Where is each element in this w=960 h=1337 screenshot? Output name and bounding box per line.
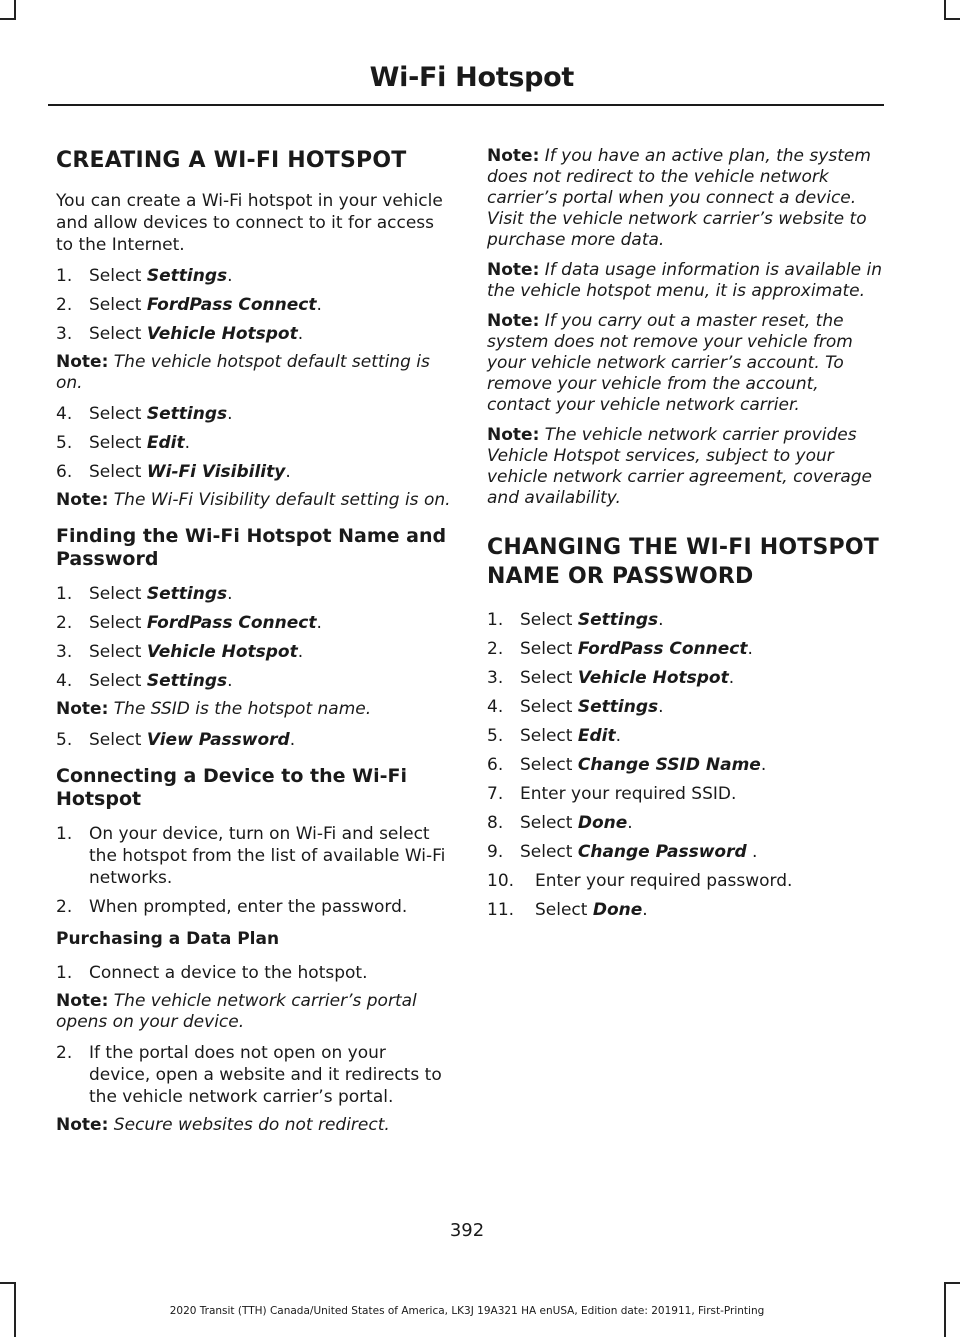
- step-text: Select Settings.: [520, 697, 664, 717]
- step-number: 8.: [487, 813, 504, 833]
- step-text: Select Wi-Fi Visibility.: [89, 462, 291, 482]
- list-item: [487, 609, 883, 631]
- note-text: If you have an active plan, the system does not redirect to the vehicle network carrier’s portal when you connect a device. Visit the vehicle network carrier’s website to purchase more data.: [487, 146, 871, 250]
- heading-changing-name-password: CHANGING THE WI-FI HOTSPOT NAME OR PASSWORD: [487, 535, 879, 589]
- step-number: 11.: [487, 900, 515, 920]
- step-text: Select Edit.: [89, 433, 191, 453]
- note-label: Note:: [56, 991, 109, 1011]
- menu-option-name: Done: [577, 813, 628, 833]
- page-number: 392: [449, 1220, 485, 1241]
- menu-option-name: Settings: [146, 266, 228, 286]
- right-column: [487, 146, 883, 928]
- note-label: Note:: [56, 699, 109, 719]
- note-text: If data usage information is available in the vehicle hotspot menu, it is approximate.: [487, 260, 883, 301]
- step-text: Select Settings.: [89, 266, 233, 286]
- step-text: Select Vehicle Hotspot.: [520, 668, 735, 688]
- step-number: 4.: [56, 404, 73, 424]
- change-steps-wide: [487, 870, 883, 921]
- note-label: Note:: [56, 490, 109, 510]
- list-item: [56, 962, 452, 984]
- connect-steps: [56, 823, 452, 918]
- step-number: 3.: [487, 668, 504, 688]
- note: [56, 352, 452, 394]
- list-item: [56, 641, 452, 663]
- menu-option-name: View Password: [146, 730, 290, 750]
- list-item: [56, 729, 452, 751]
- section-title: Wi-Fi Hotspot: [369, 62, 574, 93]
- step-text: Select Vehicle Hotspot.: [89, 642, 304, 662]
- crop-mark-top-left-h: [0, 18, 16, 20]
- heading-creating-hotspot: CREATING A WI-FI HOTSPOT: [56, 148, 407, 173]
- step-text: Enter your required SSID.: [520, 784, 737, 804]
- footer-edition-info: 2020 Transit (TTH) Canada/United States of America, LK3J 19A321 HA enUSA, Edition date: 201911, First-Printing: [169, 1305, 765, 1317]
- crop-mark-top-left: [14, 0, 16, 20]
- note-text: The SSID is the hotspot name.: [108, 699, 372, 719]
- step-number: 2.: [487, 639, 504, 659]
- list-item: [56, 896, 452, 918]
- note-label: Note:: [56, 1115, 109, 1135]
- list-item: [56, 612, 452, 634]
- crop-mark-bottom-left-h: [0, 1282, 16, 1284]
- menu-option-name: Settings: [146, 404, 228, 424]
- step-number: 9.: [487, 842, 504, 862]
- menu-option-name: Change Password: [577, 842, 747, 862]
- menu-option-name: FordPass Connect: [146, 613, 317, 633]
- note-text: The Wi-Fi Visibility default setting is on.: [108, 490, 451, 510]
- step-text: Select FordPass Connect.: [520, 639, 753, 659]
- step-text: Select Change SSID Name.: [520, 755, 767, 775]
- step-text: Select Done.: [520, 813, 633, 833]
- menu-option-name: FordPass Connect: [577, 639, 748, 659]
- create-steps-a: [56, 265, 452, 345]
- note-text: The vehicle network carrier provides Vehicle Hotspot services, subject to your vehicle network carrier agreement, coverage and availability.: [487, 425, 873, 508]
- list-item: [56, 403, 452, 425]
- list-item: [487, 812, 883, 834]
- create-steps-b: [56, 403, 452, 483]
- step-number: 10.: [487, 871, 515, 891]
- note: [56, 991, 452, 1033]
- step-number: 2.: [56, 295, 73, 315]
- step-text: Connect a device to the hotspot.: [89, 963, 368, 983]
- menu-option-name: Vehicle Hotspot: [577, 668, 729, 688]
- step-text: If the portal does not open on your device, open a website and it redirects to the vehicle network carrier’s portal.: [89, 1043, 442, 1107]
- menu-option-name: Edit: [146, 433, 185, 453]
- list-item: [487, 899, 883, 921]
- step-text: Select Vehicle Hotspot.: [89, 324, 304, 344]
- step-number: 1.: [56, 824, 73, 844]
- step-number: 3.: [56, 324, 73, 344]
- step-number: 7.: [487, 784, 504, 804]
- note: [56, 1115, 452, 1136]
- step-number: 6.: [487, 755, 504, 775]
- menu-option-name: Change SSID Name: [577, 755, 761, 775]
- menu-option-name: Done: [592, 900, 643, 920]
- menu-option-name: Settings: [577, 610, 659, 630]
- list-item: [56, 670, 452, 692]
- step-number: 5.: [56, 730, 73, 750]
- note-label: Note:: [487, 146, 540, 166]
- purchase-steps-a: [56, 962, 452, 984]
- menu-option-name: Settings: [146, 671, 228, 691]
- step-number: 5.: [56, 433, 73, 453]
- list-item: [487, 841, 883, 863]
- list-item: [487, 870, 883, 892]
- crop-mark-top-right-h: [944, 18, 960, 20]
- menu-option-name: FordPass Connect: [146, 295, 317, 315]
- step-text: Select Settings.: [89, 584, 233, 604]
- note-text: The vehicle network carrier’s portal opens on your device.: [56, 991, 417, 1032]
- step-text: Select Settings.: [89, 671, 233, 691]
- note: [487, 311, 883, 416]
- note-text: If you carry out a master reset, the system does not remove your vehicle from your vehicle network carrier’s account. To remove your vehicle from the account, contact your vehicle network carrier.: [487, 311, 853, 415]
- list-item: [56, 461, 452, 483]
- list-item: [56, 432, 452, 454]
- heading-connecting-device: Connecting a Device to the Wi-Fi Hotspot: [56, 765, 407, 810]
- crop-mark-bottom-right: [944, 1282, 946, 1337]
- step-number: 2.: [56, 1043, 73, 1063]
- step-number: 3.: [56, 642, 73, 662]
- step-number: 1.: [56, 963, 73, 983]
- list-item: [56, 583, 452, 605]
- step-number: 4.: [56, 671, 73, 691]
- intro-paragraph: You can create a Wi-Fi hotspot in your vehicle and allow devices to connect to it for access to the Internet.: [56, 191, 443, 255]
- step-text: Select FordPass Connect.: [89, 613, 322, 633]
- heading-finding-name-password: Finding the Wi-Fi Hotspot Name and Password: [56, 525, 447, 570]
- list-item: [487, 696, 883, 718]
- step-text: Select View Password.: [89, 730, 296, 750]
- step-number: 2.: [56, 897, 73, 917]
- note-label: Note:: [487, 425, 540, 445]
- note-text: The vehicle hotspot default setting is on.: [56, 352, 430, 393]
- step-number: 5.: [487, 726, 504, 746]
- menu-option-name: Settings: [146, 584, 228, 604]
- crop-mark-top-right: [944, 0, 946, 20]
- step-text: Select Change Password .: [520, 842, 758, 862]
- step-number: 4.: [487, 697, 504, 717]
- list-item: [487, 667, 883, 689]
- list-item: [487, 638, 883, 660]
- note: [56, 490, 452, 511]
- menu-option-name: Settings: [577, 697, 659, 717]
- list-item: [487, 754, 883, 776]
- note: [487, 260, 883, 302]
- list-item: [56, 1042, 452, 1108]
- step-text: Select Done.: [535, 900, 648, 920]
- step-number: 1.: [56, 584, 73, 604]
- note-label: Note:: [56, 352, 109, 372]
- left-column: [56, 146, 452, 1145]
- note: [56, 699, 452, 720]
- step-text: Select FordPass Connect.: [89, 295, 322, 315]
- step-text: When prompted, enter the password.: [89, 897, 408, 917]
- step-number: 1.: [487, 610, 504, 630]
- note-label: Note:: [487, 260, 540, 280]
- step-text: Enter your required password.: [535, 871, 793, 891]
- step-text: Select Settings.: [520, 610, 664, 630]
- find-steps-a: [56, 583, 452, 692]
- menu-option-name: Wi-Fi Visibility: [146, 462, 286, 482]
- note-label: Note:: [487, 311, 540, 331]
- list-item: [56, 323, 452, 345]
- step-number: 2.: [56, 613, 73, 633]
- menu-option-name: Vehicle Hotspot: [146, 324, 298, 344]
- step-number: 6.: [56, 462, 73, 482]
- purchase-steps-b: [56, 1042, 452, 1108]
- heading-purchasing-plan: Purchasing a Data Plan: [56, 929, 280, 949]
- menu-option-name: Vehicle Hotspot: [146, 642, 298, 662]
- note: [487, 146, 883, 251]
- step-text: Select Settings.: [89, 404, 233, 424]
- list-item: [487, 783, 883, 805]
- list-item: [56, 823, 452, 889]
- list-item: [56, 294, 452, 316]
- step-text: Select Edit.: [520, 726, 622, 746]
- note: [487, 425, 883, 509]
- step-number: 1.: [56, 266, 73, 286]
- list-item: [487, 725, 883, 747]
- menu-option-name: Edit: [577, 726, 616, 746]
- note-text: Secure websites do not redirect.: [108, 1115, 390, 1135]
- header-rule: [48, 104, 884, 106]
- change-steps: [487, 609, 883, 863]
- find-steps-b: [56, 729, 452, 751]
- list-item: [56, 265, 452, 287]
- step-text: On your device, turn on Wi-Fi and select the hotspot from the list of available Wi-Fi networks.: [89, 824, 446, 888]
- crop-mark-bottom-right-h: [944, 1282, 960, 1284]
